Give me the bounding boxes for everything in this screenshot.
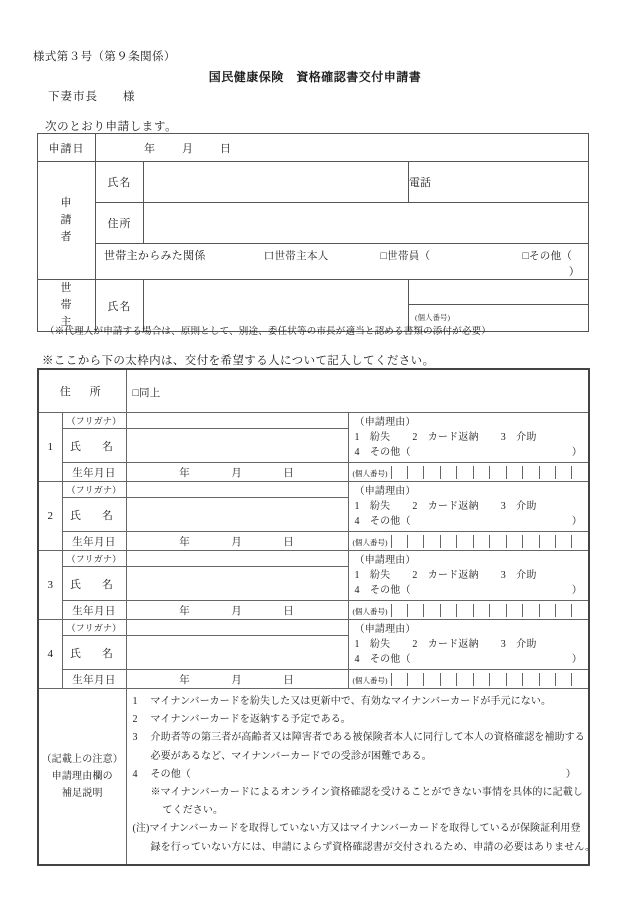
reason-heading-4: （申請理由） bbox=[354, 624, 416, 635]
caution-foot-note-1-text: (注)マイナンバーカードを取得していない方又はマイナンバーカードを取得しているが保険証利用登 bbox=[132, 823, 581, 835]
mynumber-box[interactable] bbox=[408, 466, 424, 479]
recipient-row-1-mynumber-boxes[interactable] bbox=[392, 466, 589, 479]
applicant-name-input[interactable] bbox=[144, 162, 409, 203]
reason-option-3-3[interactable]: 3 介助 bbox=[500, 570, 537, 581]
household-head-name-label: 氏名 bbox=[96, 280, 144, 332]
recipient-row-1-reason-cell[interactable] bbox=[348, 413, 589, 463]
mynumber-box[interactable] bbox=[556, 466, 572, 479]
mynumber-box[interactable] bbox=[457, 535, 473, 548]
recipient-row-4-dob-input[interactable] bbox=[126, 670, 348, 689]
recipient-row-4-furigana-input[interactable] bbox=[126, 620, 348, 636]
mynumber-box[interactable] bbox=[474, 604, 490, 617]
caution-item-3 bbox=[132, 730, 585, 746]
applicant-name-label: 氏名 bbox=[96, 162, 144, 203]
applicant-label-char-2: 請 bbox=[60, 213, 73, 226]
dob-year-3: 年 bbox=[179, 605, 191, 617]
applicant-section-label bbox=[38, 162, 96, 280]
mynumber-box[interactable] bbox=[441, 673, 457, 686]
recipient-row-2-dob-label: 生年月日 bbox=[62, 532, 126, 551]
mynumber-box[interactable] bbox=[523, 604, 539, 617]
reason-paren-close-4: ） bbox=[571, 654, 583, 665]
mynumber-box[interactable] bbox=[490, 673, 506, 686]
date-year-label: 年 bbox=[144, 142, 156, 155]
recipient-row-2-name-input[interactable] bbox=[126, 498, 348, 532]
recipient-row-3-dob bbox=[38, 601, 589, 620]
recipient-row-1-mynumber-label: (個人番号) bbox=[349, 466, 392, 479]
mynumber-box[interactable] bbox=[457, 673, 473, 686]
mynumber-box[interactable] bbox=[392, 604, 408, 617]
caution-item-2-text: マイナンバーカードを返納する予定である。 bbox=[150, 714, 351, 726]
mynumber-box[interactable] bbox=[441, 535, 457, 548]
mynumber-box[interactable] bbox=[490, 604, 506, 617]
mynumber-box[interactable] bbox=[408, 535, 424, 548]
recipient-row-2-dob bbox=[38, 532, 589, 551]
recipient-row-3-furigana-label: （フリガナ） bbox=[62, 551, 126, 567]
mynumber-box[interactable] bbox=[441, 604, 457, 617]
recipient-row-1-dob bbox=[38, 463, 589, 482]
dob-month-3: 月 bbox=[231, 605, 243, 617]
application-date-label: 申請日 bbox=[38, 134, 96, 162]
caution-label-line-2: 申請理由欄の bbox=[51, 770, 113, 782]
dob-month-4: 月 bbox=[231, 674, 243, 686]
caution-item-1-text: マイナンバーカードを紛失した又は更新中で、有効なマイナンバーカードが手元にない。 bbox=[150, 696, 552, 707]
recipient-row-1-name-input[interactable] bbox=[126, 429, 348, 463]
recipient-row-2-mynumber-boxes[interactable] bbox=[392, 535, 589, 548]
recipient-row-1-index: 1 bbox=[38, 413, 62, 482]
recipient-row-4-mynumber-boxes[interactable] bbox=[392, 673, 589, 686]
relationship-option-other[interactable]: □その他（ bbox=[522, 251, 573, 262]
mynumber-box[interactable] bbox=[424, 604, 440, 617]
mynumber-box[interactable] bbox=[523, 673, 539, 686]
reason-heading-2: （申請理由） bbox=[354, 486, 416, 497]
mynumber-box[interactable] bbox=[523, 535, 539, 548]
reason-paren-close-1: ） bbox=[571, 447, 583, 458]
recipient-row-3-mynumber-boxes[interactable] bbox=[392, 604, 589, 617]
recipient-row-4-name-label: 氏 名 bbox=[62, 636, 126, 670]
reason-option-3-2[interactable]: 2 カード返納 bbox=[412, 570, 479, 581]
recipient-row-2-mynumber-cell[interactable] bbox=[348, 532, 589, 551]
mynumber-box[interactable] bbox=[424, 535, 440, 548]
mynumber-box[interactable] bbox=[507, 673, 523, 686]
mynumber-box[interactable] bbox=[540, 535, 556, 548]
reason-option-1-3[interactable]: 3 介助 bbox=[500, 432, 537, 443]
recipient-row-2-reason-cell[interactable] bbox=[348, 482, 589, 532]
reason-option-4-3[interactable]: 3 介助 bbox=[500, 639, 537, 650]
recipient-row-1-furigana bbox=[38, 413, 589, 429]
caution-row bbox=[38, 689, 589, 865]
mynumber-box[interactable] bbox=[507, 466, 523, 479]
relationship-row bbox=[38, 244, 589, 280]
dob-month-2: 月 bbox=[231, 536, 243, 548]
reason-option-3-4[interactable]: 4 その他（ bbox=[354, 585, 411, 596]
caution-star-note-2 bbox=[133, 803, 581, 819]
mynumber-box[interactable] bbox=[572, 535, 587, 548]
caution-item-3-number: 3 bbox=[132, 732, 138, 744]
recipient-row-4-name-input[interactable] bbox=[126, 636, 348, 670]
applicant-phone-cell[interactable] bbox=[409, 162, 589, 203]
recipient-row-4-reason-cell[interactable] bbox=[348, 620, 589, 670]
mynumber-box[interactable] bbox=[424, 466, 440, 479]
proxy-note: （※代理人が申請する場合は、原則として、別途、委任状等の市長が適当と認める書類の添付が必要） bbox=[45, 327, 492, 337]
caution-item-4-text[interactable]: その他（ bbox=[150, 768, 191, 780]
recipient-row-1-name-label: 氏 名 bbox=[62, 429, 126, 463]
mynumber-box[interactable] bbox=[490, 535, 506, 548]
caution-item-4-paren-close: ） bbox=[565, 768, 577, 780]
addressee: 下妻市長 様 bbox=[48, 91, 136, 103]
recipient-row-4-dob-label: 生年月日 bbox=[62, 670, 126, 689]
mynumber-box[interactable] bbox=[392, 673, 408, 686]
caution-item-2 bbox=[133, 712, 581, 728]
same-as-above-checkbox[interactable]: □同上 bbox=[132, 387, 161, 399]
relationship-option-self[interactable]: 口世帯主本人 bbox=[263, 251, 329, 262]
recipient-row-1-furigana-label: （フリガナ） bbox=[62, 413, 126, 429]
relationship-option-member[interactable]: □世帯員（ bbox=[380, 251, 431, 262]
caution-foot-note-1 bbox=[133, 821, 581, 837]
applicant-name-row bbox=[38, 162, 589, 203]
mynumber-box[interactable] bbox=[457, 466, 473, 479]
dob-day-4: 日 bbox=[283, 674, 295, 686]
mynumber-box[interactable] bbox=[424, 673, 440, 686]
application-date-input[interactable] bbox=[96, 134, 589, 162]
recipient-row-3-dob-input[interactable] bbox=[126, 601, 348, 620]
household-head-row bbox=[38, 280, 589, 305]
recipient-row-4-index: 4 bbox=[38, 620, 62, 689]
caution-label-line-1: （記載上の注意） bbox=[41, 753, 124, 765]
applicant-address-row bbox=[38, 203, 589, 244]
recipient-row-3-dob-label: 生年月日 bbox=[62, 601, 126, 620]
mynumber-box[interactable] bbox=[457, 604, 473, 617]
caution-star-note-2-text: てください。 bbox=[162, 805, 224, 817]
mynumber-box[interactable] bbox=[474, 466, 490, 479]
recipient-row-3-mynumber-label: (個人番号) bbox=[349, 604, 392, 617]
date-month-label: 月 bbox=[182, 142, 194, 155]
reason-option-2-1[interactable]: 1 紛失 bbox=[354, 501, 391, 512]
caution-label-line-3: 補足説明 bbox=[61, 787, 103, 799]
recipient-row-3-furigana bbox=[38, 551, 589, 567]
reason-option-1-2[interactable]: 2 カード返納 bbox=[412, 432, 479, 443]
recipient-row-3-name-label: 氏 名 bbox=[62, 567, 126, 601]
caution-foot-note-2-text: 録を行っていない方には、申請によらず資格確認書が交付されるため、申請の必要はありません。 bbox=[150, 841, 596, 853]
recipient-row-2-furigana-input[interactable] bbox=[126, 482, 348, 498]
dob-day-3: 日 bbox=[283, 605, 295, 617]
recipient-row-3-furigana-input[interactable] bbox=[126, 551, 348, 567]
mynumber-box[interactable] bbox=[572, 466, 587, 479]
dob-month-1: 月 bbox=[231, 467, 243, 479]
document-title: 国民健康保険 資格確認書交付申請書 bbox=[208, 70, 422, 84]
recipient-address-label: 住 所 bbox=[38, 369, 126, 413]
mynumber-box[interactable] bbox=[523, 466, 539, 479]
mynumber-box[interactable] bbox=[441, 466, 457, 479]
recipient-row-4-furigana bbox=[38, 620, 589, 636]
applicant-phone-label: 電話 bbox=[409, 177, 431, 189]
caution-label-cell bbox=[38, 689, 126, 865]
recipient-row-3-index: 3 bbox=[38, 551, 62, 620]
caution-item-2-number: 2 bbox=[132, 714, 138, 726]
reason-option-4-4[interactable]: 4 その他（ bbox=[354, 654, 411, 665]
recipient-address-input[interactable] bbox=[126, 369, 589, 413]
household-label-char-1: 世 bbox=[60, 282, 73, 294]
applicant-address-label: 住所 bbox=[96, 203, 144, 244]
recipient-row-4-dob bbox=[38, 670, 589, 689]
mynumber-box[interactable] bbox=[408, 604, 424, 617]
dob-day-1: 日 bbox=[283, 467, 295, 479]
reason-option-2-3[interactable]: 3 介助 bbox=[500, 501, 537, 512]
reason-option-2-4[interactable]: 4 その他（ bbox=[354, 516, 411, 527]
mynumber-box[interactable] bbox=[507, 535, 523, 548]
dob-day-2: 日 bbox=[283, 536, 295, 548]
relationship-paren-close: ） bbox=[568, 266, 581, 278]
mynumber-box[interactable] bbox=[392, 535, 408, 548]
recipient-row-2-furigana bbox=[38, 482, 589, 498]
recipient-row-3-mynumber-cell[interactable] bbox=[348, 601, 589, 620]
applicant-label-char-3: 者 bbox=[60, 231, 73, 244]
caution-item-4 bbox=[133, 767, 581, 783]
mynumber-box[interactable] bbox=[556, 535, 572, 548]
reason-heading-3: （申請理由） bbox=[354, 555, 416, 566]
caution-item-3-cont bbox=[133, 749, 581, 765]
recipient-address-row bbox=[38, 369, 589, 413]
reason-option-3-1[interactable]: 1 紛失 bbox=[354, 570, 391, 581]
household-label-char-3: 主 bbox=[60, 316, 73, 329]
applicant-address-input[interactable] bbox=[144, 203, 589, 244]
mynumber-box[interactable] bbox=[490, 466, 506, 479]
mynumber-box[interactable] bbox=[474, 673, 490, 686]
reason-paren-close-3: ） bbox=[571, 585, 583, 596]
household-label-char-2: 帯 bbox=[60, 299, 73, 312]
applicant-table bbox=[37, 133, 589, 332]
mynumber-box[interactable] bbox=[572, 604, 587, 617]
reason-option-4-1[interactable]: 1 紛失 bbox=[354, 639, 391, 650]
recipient-row-4-mynumber-cell[interactable] bbox=[348, 670, 589, 689]
recipient-row-3-name-input[interactable] bbox=[126, 567, 348, 601]
caution-star-note-1-text: ※マイナンバーカードによるオンライン資格確認を受けることができない事情を具体的に記載し bbox=[150, 786, 583, 798]
reason-option-2-2[interactable]: 2 カード返納 bbox=[412, 501, 479, 512]
caution-item-4-number: 4 bbox=[132, 768, 138, 780]
applicant-label-char-1: 申 bbox=[60, 196, 73, 209]
caution-item-1 bbox=[133, 694, 581, 710]
recipient-row-2-dob-input[interactable] bbox=[126, 532, 348, 551]
household-head-mynumber-input[interactable] bbox=[409, 280, 589, 305]
mynumber-box[interactable] bbox=[556, 673, 572, 686]
household-head-mynumber-label: (個人番号) bbox=[415, 313, 450, 323]
mynumber-box[interactable] bbox=[540, 466, 556, 479]
recipient-row-1-furigana-input[interactable] bbox=[126, 413, 348, 429]
mynumber-box[interactable] bbox=[408, 673, 424, 686]
mynumber-box[interactable] bbox=[540, 673, 556, 686]
reason-heading-1: （申請理由） bbox=[354, 417, 416, 428]
relationship-cell[interactable] bbox=[96, 244, 589, 280]
caution-item-3-text: 介助者等の第三者が高齢者又は障害者である被保険者本人に同行して本人の資格確認を補助する bbox=[150, 732, 585, 744]
recipient-row-4-mynumber-label: (個人番号) bbox=[349, 673, 392, 686]
date-day-label: 日 bbox=[220, 142, 232, 155]
recipient-row-3-reason-cell[interactable] bbox=[348, 551, 589, 601]
recipient-row-1-mynumber-cell[interactable] bbox=[348, 463, 589, 482]
recipient-row-2-mynumber-label: (個人番号) bbox=[349, 535, 392, 548]
caution-item-1-number: 1 bbox=[132, 696, 138, 707]
mynumber-box[interactable] bbox=[572, 673, 587, 686]
reason-paren-close-2: ） bbox=[571, 516, 583, 527]
mynumber-box[interactable] bbox=[474, 535, 490, 548]
caution-foot-note-2 bbox=[133, 840, 596, 856]
recipient-row-2-index: 2 bbox=[38, 482, 62, 551]
mynumber-box[interactable] bbox=[556, 604, 572, 617]
dob-year-1: 年 bbox=[179, 467, 191, 479]
caution-body-cell bbox=[126, 689, 596, 865]
recipient-row-2-furigana-label: （フリガナ） bbox=[62, 482, 126, 498]
mynumber-box[interactable] bbox=[507, 604, 523, 617]
reason-option-1-4[interactable]: 4 その他（ bbox=[354, 447, 411, 458]
caution-item-3-cont-text: 必要があるなど、マイナンバーカードでの受診が困難である。 bbox=[150, 750, 432, 762]
recipient-row-4-furigana-label: （フリガナ） bbox=[62, 620, 126, 636]
dob-year-2: 年 bbox=[179, 536, 191, 548]
lead-statement: 次のとおり申請します。 bbox=[45, 121, 178, 133]
reason-option-1-1[interactable]: 1 紛失 bbox=[354, 432, 391, 443]
mynumber-box[interactable] bbox=[540, 604, 556, 617]
recipient-table bbox=[37, 368, 596, 866]
relationship-prefix-label: 世帯主からみた関係 bbox=[104, 250, 206, 262]
scope-note: ※ここから下の太枠内は、交付を希望する人について記入してください。 bbox=[42, 355, 435, 367]
application-date-row bbox=[38, 134, 589, 162]
mynumber-box[interactable] bbox=[392, 466, 408, 479]
recipient-row-1-dob-input[interactable] bbox=[126, 463, 348, 482]
recipient-row-2-name-label: 氏 名 bbox=[62, 498, 126, 532]
recipient-row-1-dob-label: 生年月日 bbox=[62, 463, 126, 482]
caution-star-note-1 bbox=[133, 785, 581, 801]
reason-option-4-2[interactable]: 2 カード返納 bbox=[412, 639, 479, 650]
form-number: 様式第３号（第９条関係） bbox=[33, 51, 176, 63]
dob-year-4: 年 bbox=[179, 674, 191, 686]
